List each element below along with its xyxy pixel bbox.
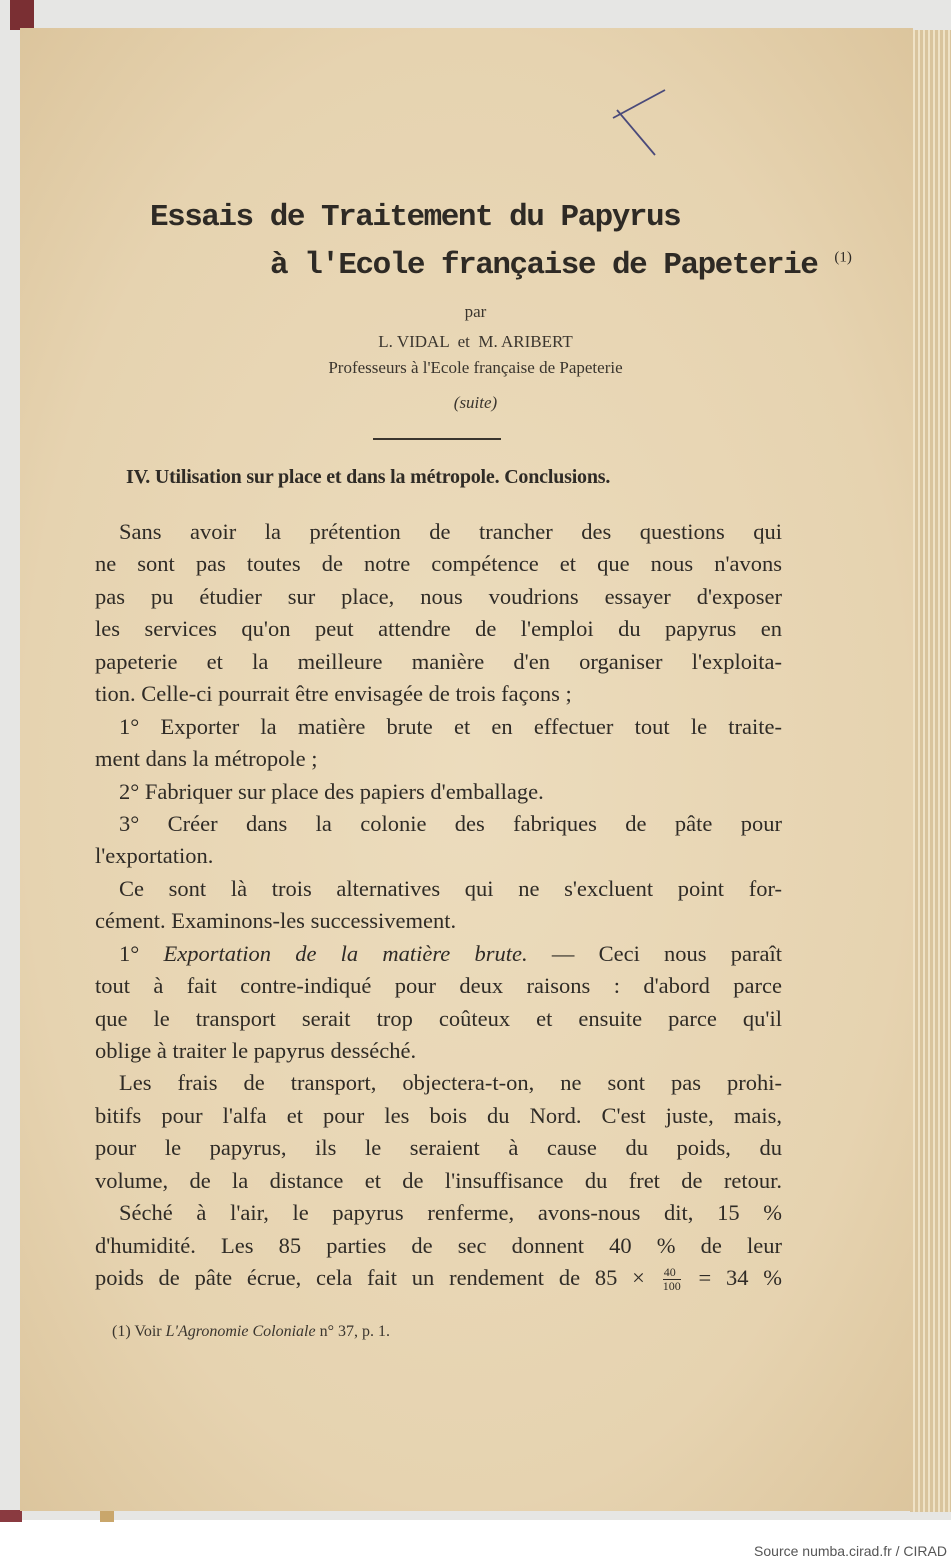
text-line: d'humidité. Les 85 parties de sec donnent 40 % de leur (95, 1232, 782, 1258)
text-line: Sans avoir la prétention de trancher des questions qui (119, 519, 782, 544)
text-line: 1° Exporter la matière brute et en effectuer tout le traite- (119, 713, 782, 739)
text-line: Séché à l'air, le papyrus renferme, avons-nous dit, 15 % (119, 1200, 782, 1226)
continued-label: (suite) (453, 393, 498, 412)
title-text: à l'Ecole française de Papeterie (270, 248, 818, 283)
affiliation: Professeurs à l'Ecole française de Papeterie (328, 358, 623, 377)
page-edges (910, 30, 951, 1512)
authors: L. VIDAL et M. ARIBERT (378, 332, 573, 351)
book-cover-edge (10, 0, 34, 30)
text-line: papeterie et la meilleure manière d'en organiser l'exploita- (95, 648, 782, 674)
fraction-denominator: 100 (662, 1279, 681, 1294)
footnote-marker: (1) Voir (112, 1323, 162, 1340)
title-line-1: Essais de Traitement du Papyrus (150, 200, 681, 235)
text-line: pour le papyrus, ils le seraient à cause du poids, du (95, 1135, 782, 1161)
text-line: 2° Fabriquer sur place des papiers d'emballage. (119, 778, 544, 804)
body-text (95, 516, 782, 1295)
book-cover-edge-bottom (0, 1510, 22, 1522)
fraction (663, 1266, 681, 1293)
list-number: 1° (119, 940, 140, 966)
text-line (95, 1262, 782, 1294)
text-span: = 34 % (698, 1265, 783, 1291)
footnote (112, 1323, 390, 1341)
text-line: pas pu étudier sur place, nous voudrions essayer d'exposer (95, 583, 782, 609)
text-line: les services qu'on peut attendre de l'emploi du papyrus en (95, 616, 782, 642)
text-line: tion. Celle-ci pourrait être envisagée de trois façons ; (95, 681, 572, 707)
text-line: tout à fait contre-indiqué pour deux raisons : d'abord parce (95, 973, 782, 999)
by-label: par (464, 302, 487, 321)
italic-subheading: Exportation de la matière brute. (163, 940, 528, 966)
handwritten-x-mark (605, 85, 675, 160)
section-heading: IV. Utilisation sur place et dans la métropole. Conclusions. (126, 466, 611, 488)
divider (373, 438, 501, 440)
text-line: l'exportation. (95, 843, 214, 869)
text-line: 3° Créer dans la colonie des fabriques de pâte pour (119, 810, 782, 836)
source-credit: Source numba.cirad.fr / CIRAD (754, 1543, 947, 1559)
text-line (95, 938, 782, 970)
text-span: — Ceci nous paraît (551, 940, 783, 966)
title-line-2 (270, 248, 852, 283)
text-line: cément. Examinons-les successivement. (95, 908, 457, 934)
text-line: que le transport serait trop coûteux et ensuite parce qu'il (95, 1005, 782, 1031)
footnote-journal: L'Agronomie Coloniale (165, 1323, 316, 1340)
text-line: bitifs pour l'alfa et pour les bois du Nord. C'est juste, mais, (95, 1102, 782, 1128)
text-line: ment dans la métropole ; (95, 746, 318, 772)
footnote-ref: n° 37, p. 1. (319, 1323, 390, 1340)
text-line: Les frais de transport, objectera-t-on, ne sont pas prohi- (119, 1070, 782, 1096)
text-line: Ce sont là trois alternatives qui ne s'excluent point for- (119, 875, 782, 901)
text-line: volume, de la distance et de l'insuffisance du fret de retour. (95, 1167, 782, 1193)
title-footnote-ref: (1) (834, 249, 852, 266)
text-line: ne sont pas toutes de notre compétence et que nous n'avons (95, 551, 782, 577)
text-span: poids de pâte écrue, cela fait un rendement de 85 × (95, 1265, 645, 1291)
text-line: oblige à traiter le papyrus desséché. (95, 1038, 417, 1063)
fraction-numerator: 40 (663, 1266, 681, 1280)
